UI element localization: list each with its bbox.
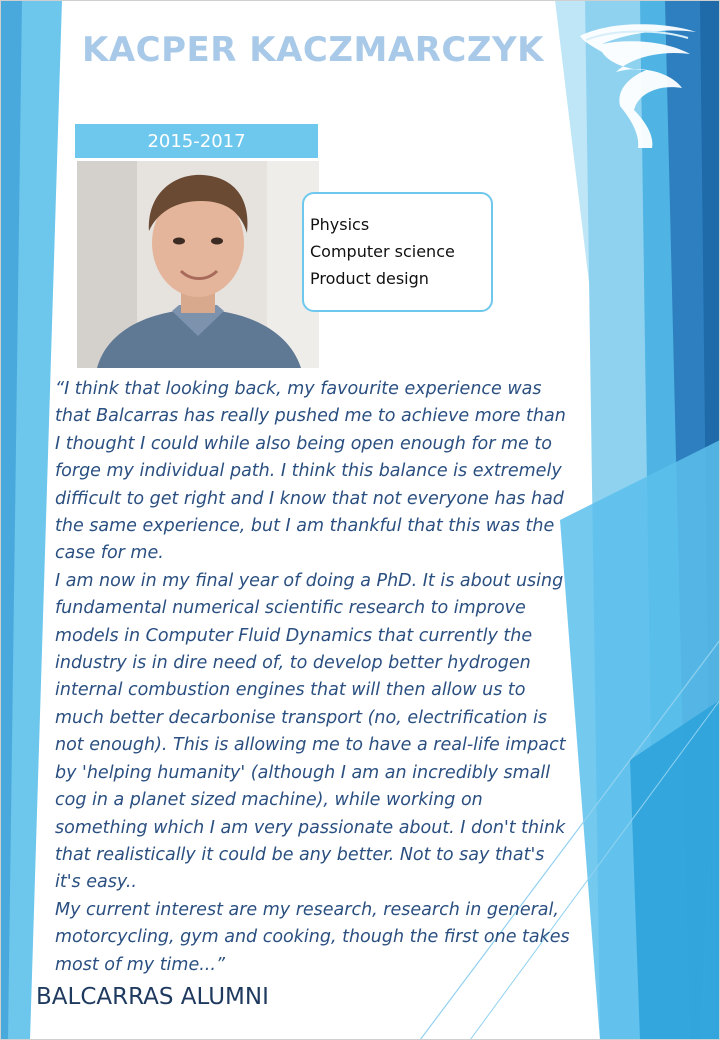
lower-right-accent <box>630 700 720 1040</box>
alumnus-name-title: KACPER KACZMARCZYK <box>82 30 544 70</box>
testimonial-quote <box>55 376 575 979</box>
subject-item: Computer science <box>310 242 455 261</box>
subjects-box <box>302 192 493 312</box>
quote-paragraph: I am now in my final year of doing a PhD. It is about using fundamental numerical scientific research to improve models in Computer Fluid Dynamics that currently the industry is in dire need of, to develop better hydrogen internal combustion engines that will then allow us to much better decarbonise transport (no, electrification is not enough). This is allowing me to have a real-life impact by 'helping humanity' (although I am an incredibly small cog in a planet sized machine), while working on something which I am very passionate about. I don't think that realistically it could be any better. Not to say that's it's easy.. <box>55 570 566 893</box>
subject-item: Product design <box>310 269 429 288</box>
years-banner: 2015-2017 <box>75 124 318 158</box>
subject-item: Physics <box>310 215 370 234</box>
swoosh-logo-icon <box>572 14 702 154</box>
quote-paragraph: My current interest are my research, research in general, motorcycling, gym and cooking, though the first one takes most of my time...” <box>55 899 570 975</box>
alumni-footer-label: BALCARRAS ALUMNI <box>36 984 269 1010</box>
quote-paragraph: “I think that looking back, my favourite experience was that Balcarras has really pushed me to achieve more than I thought I could while also being open enough for me to forge my individual path. I think this balance is extremely difficult to get right and I know that not everyone has had the same experience, but I am thankful that this was the case for me. <box>55 379 566 564</box>
portrait-photo <box>77 161 319 368</box>
